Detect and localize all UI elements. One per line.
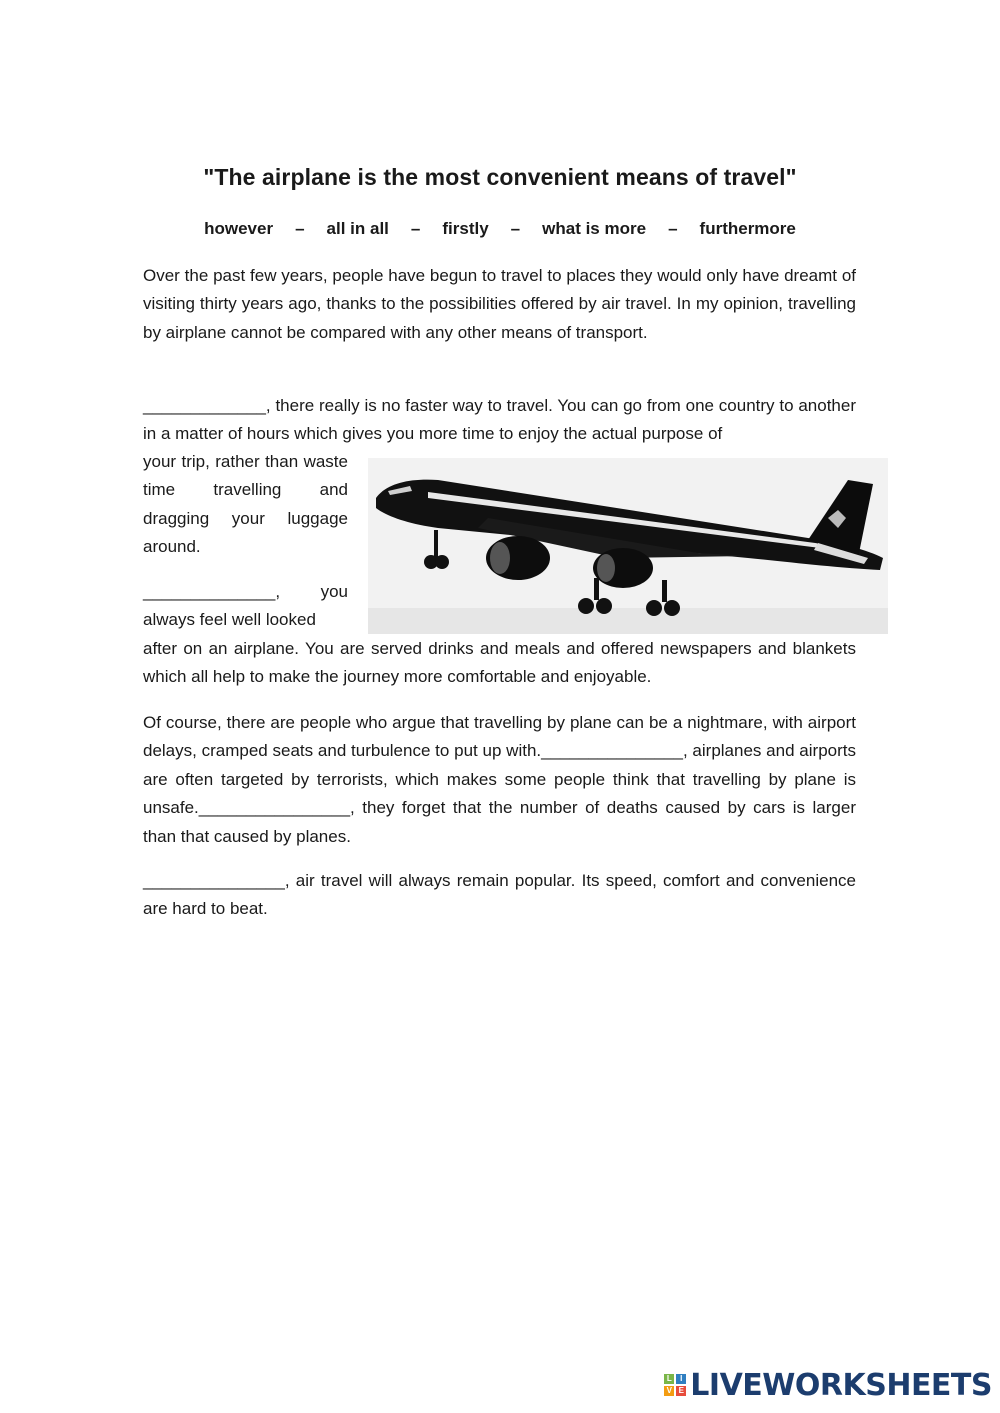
blank-4[interactable]: ________________ xyxy=(198,798,351,818)
paragraph-intro: Over the past few years, people have begun to travel to places they would only have dreamt of visiting thirty years ago, thanks to the possibilities offered by air travel. In my opinion, travelling by airplane cannot be compared with any other means of transport. xyxy=(143,266,856,342)
paragraph-4-text-a: Of course, there are people who argue that travelling by plane can be a nightmare, with airport delays, cramped seats and turbulence to put up with. xyxy=(143,713,856,761)
liveworksheets-logo xyxy=(664,1365,992,1405)
blank-5[interactable]: _______________ xyxy=(143,871,285,890)
word-bank-item: all in all xyxy=(326,219,389,238)
logo-letter: E xyxy=(676,1386,686,1396)
logo-text: LIVEWORKSHEETS xyxy=(690,1367,992,1403)
word-bank-separator: – xyxy=(410,219,421,238)
word-bank-separator: – xyxy=(510,219,521,238)
word-bank-separator: – xyxy=(668,219,678,238)
paragraph-4 xyxy=(143,709,856,851)
word-bank-separator: – xyxy=(295,219,305,238)
paragraph-3-continued: after on an airplane. You are served drinks and meals and offered newspapers and blankets which all help to make the journey more comfortable and enjoyable. xyxy=(143,639,856,687)
paragraph-2-lead xyxy=(143,392,856,449)
paragraph-4-text-b: , airplanes and airports are often targeted by terrorists, which makes some people think that travelling by plane is unsafe. xyxy=(143,741,856,818)
worksheet-title: "The airplane is the most convenient means of travel" xyxy=(203,164,797,190)
logo-letter: I xyxy=(676,1374,686,1384)
paragraph-3-text: , you always feel well looked xyxy=(143,582,348,630)
logo-letter: V xyxy=(664,1386,674,1396)
paragraph-2-text: , there really is no faster way to travel. You can go from one country to another in a matter of hours which gives you more time to enjoy the actual purpose of xyxy=(143,396,856,444)
blank-3[interactable]: _______________ xyxy=(541,741,683,761)
word-bank-item: however xyxy=(204,219,274,238)
word-bank-item: furthermore xyxy=(699,219,796,238)
paragraph-4-text-c: , they forget that the number of deaths caused by cars is larger than that caused by planes. xyxy=(143,798,856,846)
logo-letter: L xyxy=(664,1374,674,1384)
word-bank-item: firstly xyxy=(442,219,489,238)
word-bank xyxy=(0,219,1000,239)
blank-1[interactable]: _____________ xyxy=(143,396,266,415)
paragraph-5-text: , air travel will always remain popular. Its speed, comfort and convenience are hard to beat. xyxy=(143,871,856,919)
paragraph-conclusion xyxy=(143,867,856,924)
logo-icon xyxy=(664,1374,686,1396)
airplane-photo xyxy=(368,458,888,634)
blank-2[interactable]: ______________ xyxy=(143,582,276,601)
paragraph-3-wrapped xyxy=(143,578,348,635)
paragraph-2-wrapped: your trip, rather than waste time travelling and dragging your luggage around. xyxy=(143,452,348,557)
word-bank-item: what is more xyxy=(542,219,647,238)
